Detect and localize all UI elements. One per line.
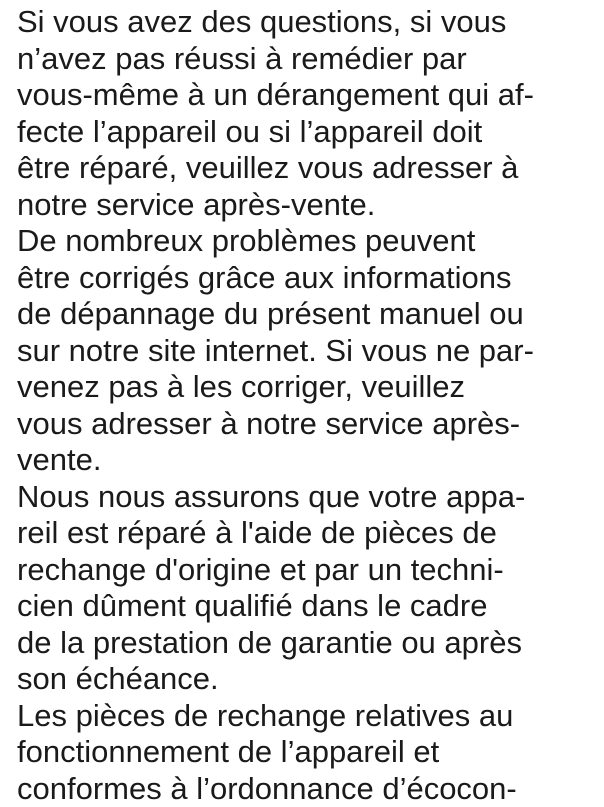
text-line: fonctionnement de l’appareil et (17, 734, 601, 771)
text-line: de la prestation de garantie ou après (17, 625, 601, 662)
text-line: notre service après-vente. (17, 187, 601, 224)
text-line: de dépannage du présent manuel ou (17, 296, 601, 333)
text-line: vous-même à un dérangement qui af- (17, 77, 601, 114)
paragraph-spare-parts (17, 698, 601, 807)
text-line: fecte l’appareil ou si l’appareil doit (17, 114, 601, 151)
text-line: être corrigés grâce aux informations (17, 260, 601, 297)
text-line: reil est réparé à l'aide de pièces de (17, 515, 601, 552)
text-line: Si vous avez des questions, si vous (17, 4, 601, 41)
paragraph-service-contact (17, 4, 601, 223)
text-line: son échéance. (17, 661, 601, 698)
text-line: vous adresser à notre service après- (17, 406, 601, 443)
text-line: vente. (17, 442, 601, 479)
paragraph-original-parts (17, 479, 601, 698)
text-line: Les pièces de rechange relatives au (17, 698, 601, 735)
text-line: sur notre site internet. Si vous ne par- (17, 333, 601, 370)
text-line: conformes à l’ordonnance d’écocon- (17, 771, 601, 807)
text-line: rechange d'origine et par un techni- (17, 552, 601, 589)
text-line: être réparé, veuillez vous adresser à (17, 150, 601, 187)
paragraph-troubleshooting (17, 223, 601, 479)
document-page (17, 4, 601, 807)
text-line: venez pas à les corriger, veuillez (17, 369, 601, 406)
text-line: n’avez pas réussi à remédier par (17, 41, 601, 78)
text-line: cien dûment qualifié dans le cadre (17, 588, 601, 625)
text-line: De nombreux problèmes peuvent (17, 223, 601, 260)
text-line: Nous nous assurons que votre appa- (17, 479, 601, 516)
